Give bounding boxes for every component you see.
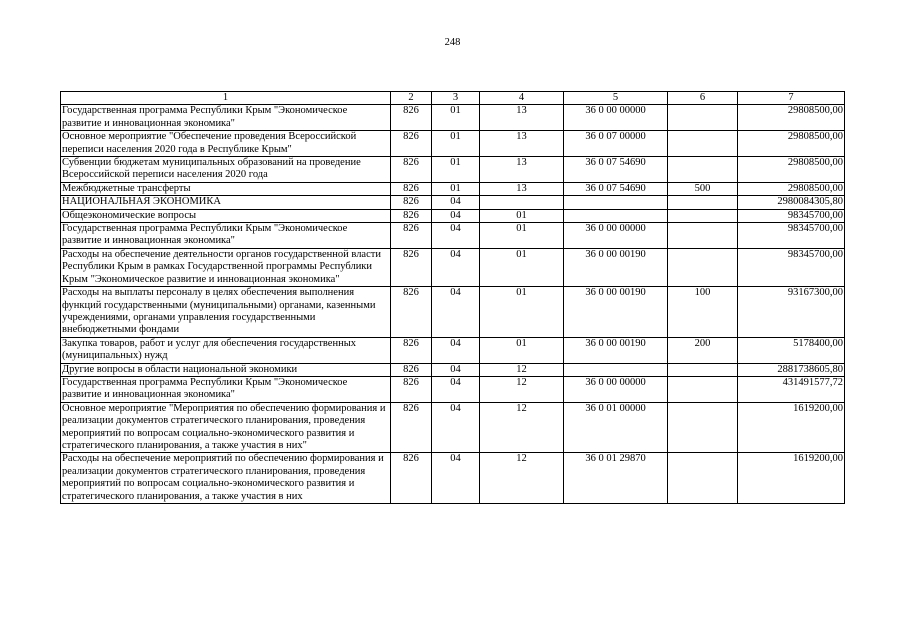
table-row [61,157,845,183]
row-col-5: 36 0 00 00190 [564,287,668,338]
row-col-6 [668,248,738,286]
row-col-2: 826 [391,131,432,157]
row-col-6 [668,363,738,376]
row-col-5: 36 0 00 00190 [564,337,668,363]
row-name: Расходы на обеспечение мероприятий по обеспечению формирования и реализации документов стратегического планирования, проведения мероприятий по вопросам социально-экономического развития и стратегического планирования, а также участия в них [61,453,391,504]
row-col-5 [564,196,668,209]
row-name: Основное мероприятие "Мероприятия по обеспечению формирования и реализации документов стратегического планирования, проведения мероприятий по вопросам социально-экономического развития и стратегического планирования, а также участия в них" [61,402,391,453]
row-col-3: 04 [432,337,480,363]
row-col-6 [668,223,738,249]
header-col-4: 4 [480,92,564,105]
row-name: Субвенции бюджетам муниципальных образований на проведение Всероссийской переписи населения 2020 года [61,157,391,183]
table-row [61,196,845,209]
row-col-3: 01 [432,105,480,131]
row-col-7-amount: 2980084305,80 [738,196,845,209]
row-col-7-amount: 1619200,00 [738,402,845,453]
row-col-6: 500 [668,182,738,195]
row-col-4: 12 [480,363,564,376]
row-col-3: 04 [432,287,480,338]
table-row [61,131,845,157]
table-row [61,223,845,249]
row-col-3: 04 [432,196,480,209]
table-row [61,337,845,363]
row-col-2: 826 [391,248,432,286]
row-col-7-amount: 29808500,00 [738,182,845,195]
row-col-4: 01 [480,287,564,338]
row-col-6 [668,131,738,157]
row-col-5: 36 0 07 54690 [564,182,668,195]
row-col-5: 36 0 00 00000 [564,223,668,249]
header-row [61,92,845,105]
row-col-3: 01 [432,157,480,183]
table-row [61,209,845,222]
row-col-6 [668,453,738,504]
row-col-6 [668,196,738,209]
row-name: Закупка товаров, работ и услуг для обеспечения государственных (муниципальных) нужд [61,337,391,363]
row-name: НАЦИОНАЛЬНАЯ ЭКОНОМИКА [61,196,391,209]
row-col-5: 36 0 00 00190 [564,248,668,286]
row-col-4: 13 [480,157,564,183]
row-col-3: 04 [432,248,480,286]
header-col-3: 3 [432,92,480,105]
table-row [61,287,845,338]
row-col-2: 826 [391,453,432,504]
row-col-7-amount: 29808500,00 [738,105,845,131]
table-row [61,402,845,453]
table-row [61,363,845,376]
row-col-7-amount: 29808500,00 [738,157,845,183]
row-col-3: 04 [432,363,480,376]
row-col-5 [564,209,668,222]
table-row [61,248,845,286]
row-col-2: 826 [391,223,432,249]
row-col-2: 826 [391,196,432,209]
row-col-4: 01 [480,223,564,249]
row-col-4: 01 [480,337,564,363]
row-col-7-amount: 98345700,00 [738,209,845,222]
row-col-6: 200 [668,337,738,363]
row-col-6: 100 [668,287,738,338]
row-col-2: 826 [391,105,432,131]
table-row [61,453,845,504]
row-col-7-amount: 98345700,00 [738,248,845,286]
row-col-2: 826 [391,182,432,195]
row-col-3: 04 [432,376,480,402]
row-col-4: 13 [480,131,564,157]
row-col-2: 826 [391,363,432,376]
row-name: Другие вопросы в области национальной экономики [61,363,391,376]
row-name: Государственная программа Республики Крым "Экономическое развитие и инновационная экономика" [61,223,391,249]
budget-table [60,91,845,504]
row-col-7-amount: 431491577,72 [738,376,845,402]
row-col-4: 13 [480,182,564,195]
row-col-7-amount: 5178400,00 [738,337,845,363]
page-number: 248 [444,37,461,48]
row-col-7-amount: 93167300,00 [738,287,845,338]
row-col-3: 01 [432,131,480,157]
row-col-5 [564,363,668,376]
row-col-3: 04 [432,209,480,222]
row-col-5: 36 0 07 54690 [564,157,668,183]
row-col-7-amount: 29808500,00 [738,131,845,157]
row-name: Межбюджетные трансферты [61,182,391,195]
row-col-4: 01 [480,209,564,222]
table-row [61,376,845,402]
row-col-4: 01 [480,248,564,286]
row-col-5: 36 0 00 00000 [564,105,668,131]
row-col-3: 04 [432,402,480,453]
row-name: Расходы на выплаты персоналу в целях обеспечения выполнения функций государственными (муниципальными) органами, казенными учреждениями, органами управления государственными внебюджетными фондами [61,287,391,338]
row-col-5: 36 0 01 29870 [564,453,668,504]
header-col-7: 7 [738,92,845,105]
row-name: Расходы на обеспечение деятельности органов государственной власти Республики Крым в рамках Государственной программы Республики Крым "Экономическое развитие и инновационная экономика" [61,248,391,286]
row-name: Государственная программа Республики Крым "Экономическое развитие и инновационная экономика" [61,376,391,402]
header-col-2: 2 [391,92,432,105]
row-name: Общеэкономические вопросы [61,209,391,222]
row-col-3: 04 [432,223,480,249]
row-col-3: 01 [432,182,480,195]
row-col-2: 826 [391,157,432,183]
row-col-3: 04 [432,453,480,504]
row-col-5: 36 0 00 00000 [564,376,668,402]
row-col-2: 826 [391,402,432,453]
row-col-4: 12 [480,402,564,453]
row-col-4 [480,196,564,209]
row-col-6 [668,209,738,222]
row-col-4: 12 [480,453,564,504]
header-col-5: 5 [564,92,668,105]
row-col-7-amount: 2881738605,80 [738,363,845,376]
row-name: Государственная программа Республики Крым "Экономическое развитие и инновационная экономика" [61,105,391,131]
header-col-6: 6 [668,92,738,105]
row-col-6 [668,376,738,402]
row-col-4: 13 [480,105,564,131]
row-col-7-amount: 98345700,00 [738,223,845,249]
row-col-5: 36 0 01 00000 [564,402,668,453]
table-row [61,105,845,131]
row-col-2: 826 [391,376,432,402]
row-col-2: 826 [391,337,432,363]
table-row [61,182,845,195]
row-col-6 [668,402,738,453]
row-col-6 [668,157,738,183]
row-col-7-amount: 1619200,00 [738,453,845,504]
row-col-2: 826 [391,209,432,222]
header-col-1: 1 [61,92,391,105]
row-col-5: 36 0 07 00000 [564,131,668,157]
row-col-4: 12 [480,376,564,402]
row-name: Основное мероприятие "Обеспечение проведения Всероссийской переписи населения 2020 года в Республике Крым" [61,131,391,157]
row-col-6 [668,105,738,131]
row-col-2: 826 [391,287,432,338]
